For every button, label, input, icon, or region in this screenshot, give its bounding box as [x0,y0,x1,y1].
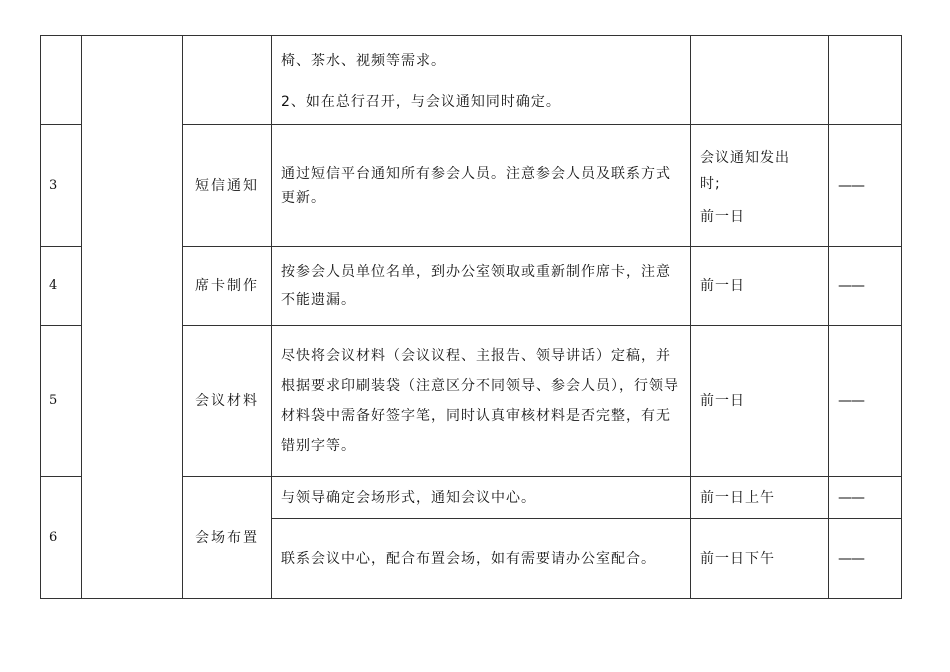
item-name: 短信通知 [183,125,272,247]
time-text: 前一日 [691,247,829,326]
row-number: 5 [41,326,82,477]
content-cell [272,519,691,599]
item-name: 会议材料 [183,326,272,477]
content-cell [272,247,691,326]
content-line: 椅、茶水、视频等需求。 [281,52,446,69]
content-text: 通过短信平台通知所有参会人员。注意参会人员及联系方式更新。 [281,165,671,206]
time-cell [691,36,829,125]
responsible-cell [829,36,902,125]
number-cell [41,36,82,125]
time-text: 前一日上午 [691,477,829,519]
responsible-cell: —— [829,519,902,599]
content-cell [272,326,691,477]
responsible-cell: —— [829,247,902,326]
content-text: 尽快将会议材料（会议议程、主报告、领导讲话）定稿，并根据要求印刷装袋（注意区分不同领导、参会人员），行领导材料袋中需备好签字笔，同时认真审核材料是否完整，有无错别字等。 [281,348,679,454]
content-text: 与领导确定会场形式，通知会议中心。 [281,489,536,506]
content-text: 联系会议中心，配合布置会场，如有需要请办公室配合。 [281,550,656,567]
content-cell [272,125,691,247]
row-number: 6 [41,477,82,599]
meeting-task-table [40,35,902,599]
item-name: 会场布置 [183,477,272,599]
responsible-cell: —— [829,326,902,477]
group-cell [82,36,183,599]
content-cell [272,477,691,519]
time-text: 会议通知发出时; [700,149,790,192]
time-text: 前一日 [700,208,745,225]
responsible-cell: —— [829,477,902,519]
row-number: 4 [41,247,82,326]
item-name: 席卡制作 [183,247,272,326]
time-text: 前一日 [691,326,829,477]
responsible-cell: —— [829,125,902,247]
row-number: 3 [41,125,82,247]
table-row-continued [41,36,902,125]
content-cell [272,36,691,125]
item-cell [183,36,272,125]
time-text: 前一日下午 [691,519,829,599]
content-line: 2、如在总行召开，与会议通知同时确定。 [281,93,561,110]
content-text: 按参会人员单位名单，到办公室领取或重新制作席卡，注意不能遗漏。 [281,264,671,308]
time-cell [691,125,829,247]
